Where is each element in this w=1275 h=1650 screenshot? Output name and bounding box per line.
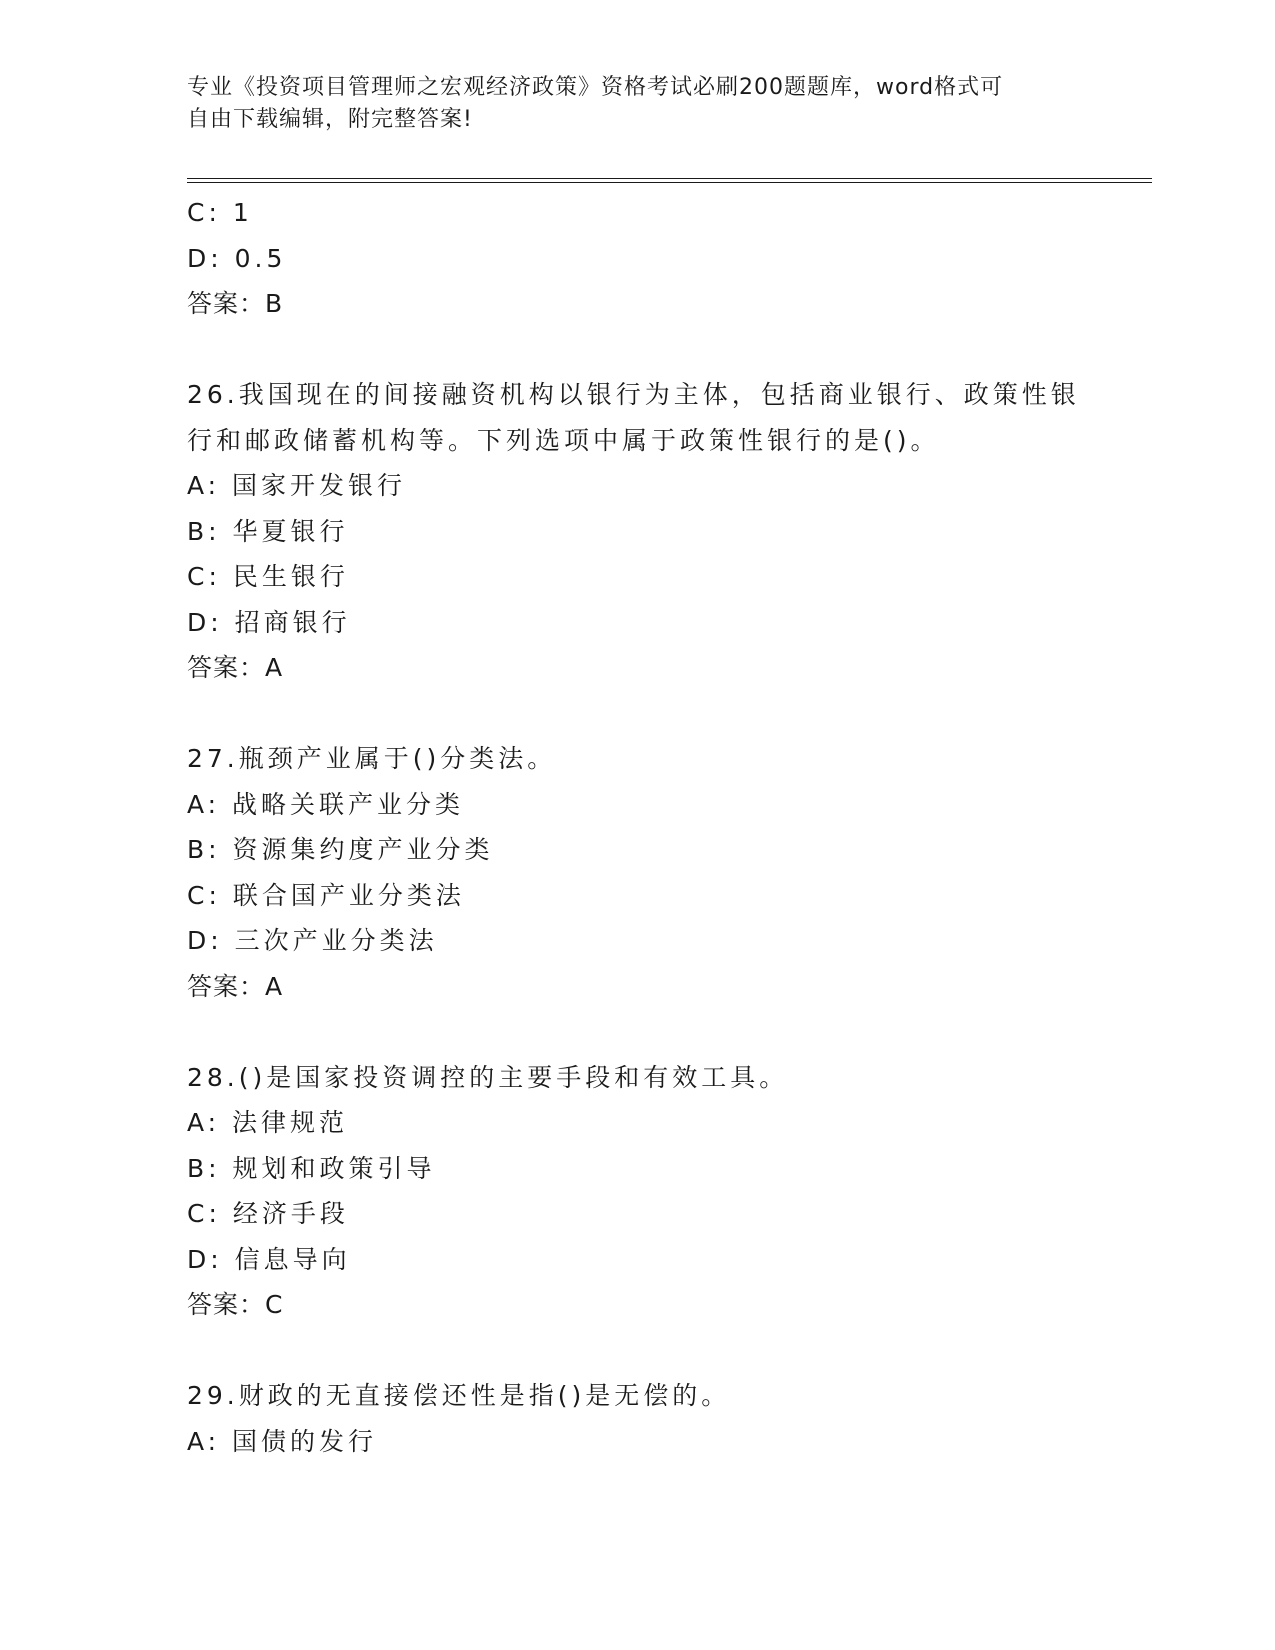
question-26: [187, 372, 1147, 691]
option-a: A: 国债的发行: [187, 1426, 378, 1456]
header-line-1: 专业《投资项目管理师之宏观经济政策》资格考试必刷200题题库，word格式可: [187, 75, 1004, 100]
answer-line: 答案：A: [187, 653, 284, 682]
option-c: C: 1: [187, 198, 253, 227]
option-a: A: 法律规范: [187, 1108, 349, 1137]
question-29: [187, 1373, 1147, 1464]
option-d: D: 信息导向: [187, 1244, 351, 1274]
question-stem: 28.()是国家投资调控的主要手段和有效工具。: [187, 1062, 789, 1092]
answer-line: 答案：C: [187, 1290, 284, 1319]
option-a: A: 战略关联产业分类: [187, 789, 465, 819]
question-27: [187, 736, 1147, 1009]
option-d: D: 0.5: [187, 243, 287, 273]
spacer: [187, 691, 1147, 737]
header-line-2: 自由下载编辑，附完整答案!: [187, 107, 473, 132]
option-a: A: 国家开发银行: [187, 471, 407, 500]
option-b: B: 资源集约度产业分类: [187, 835, 494, 864]
option-d: D: 招商银行: [187, 607, 351, 637]
question-stem: 26.我国现在的间接融资机构以银行为主体，包括商业银行、政策性银: [187, 380, 1080, 409]
option-c: C: 联合国产业分类法: [187, 880, 465, 910]
answer-line: 答案：A: [187, 971, 284, 1001]
option-d: D: 三次产业分类法: [187, 926, 438, 955]
header-divider-bottom: [187, 182, 1152, 183]
option-c: C: 经济手段: [187, 1199, 349, 1228]
option-b: B: 规划和政策引导: [187, 1153, 436, 1183]
option-c: C: 民生银行: [187, 562, 349, 591]
question-stem: 29.财政的无直接偿还性是指()是无偿的。: [187, 1381, 731, 1410]
answer-line: 答案：B: [187, 289, 284, 318]
question-list: [187, 190, 1147, 1464]
header-divider-top: [187, 178, 1152, 179]
spacer: [187, 1009, 1147, 1055]
spacer: [187, 327, 1147, 373]
spacer: [187, 1328, 1147, 1374]
option-b: B: 华夏银行: [187, 516, 349, 546]
question-stem: 27.瓶颈产业属于()分类法。: [187, 744, 557, 773]
question-stem: 行和邮政储蓄机构等。下列选项中属于政策性银行的是()。: [187, 425, 940, 455]
question-28: [187, 1055, 1147, 1328]
page-header: [187, 72, 1067, 136]
question-25-tail: [187, 190, 1147, 327]
